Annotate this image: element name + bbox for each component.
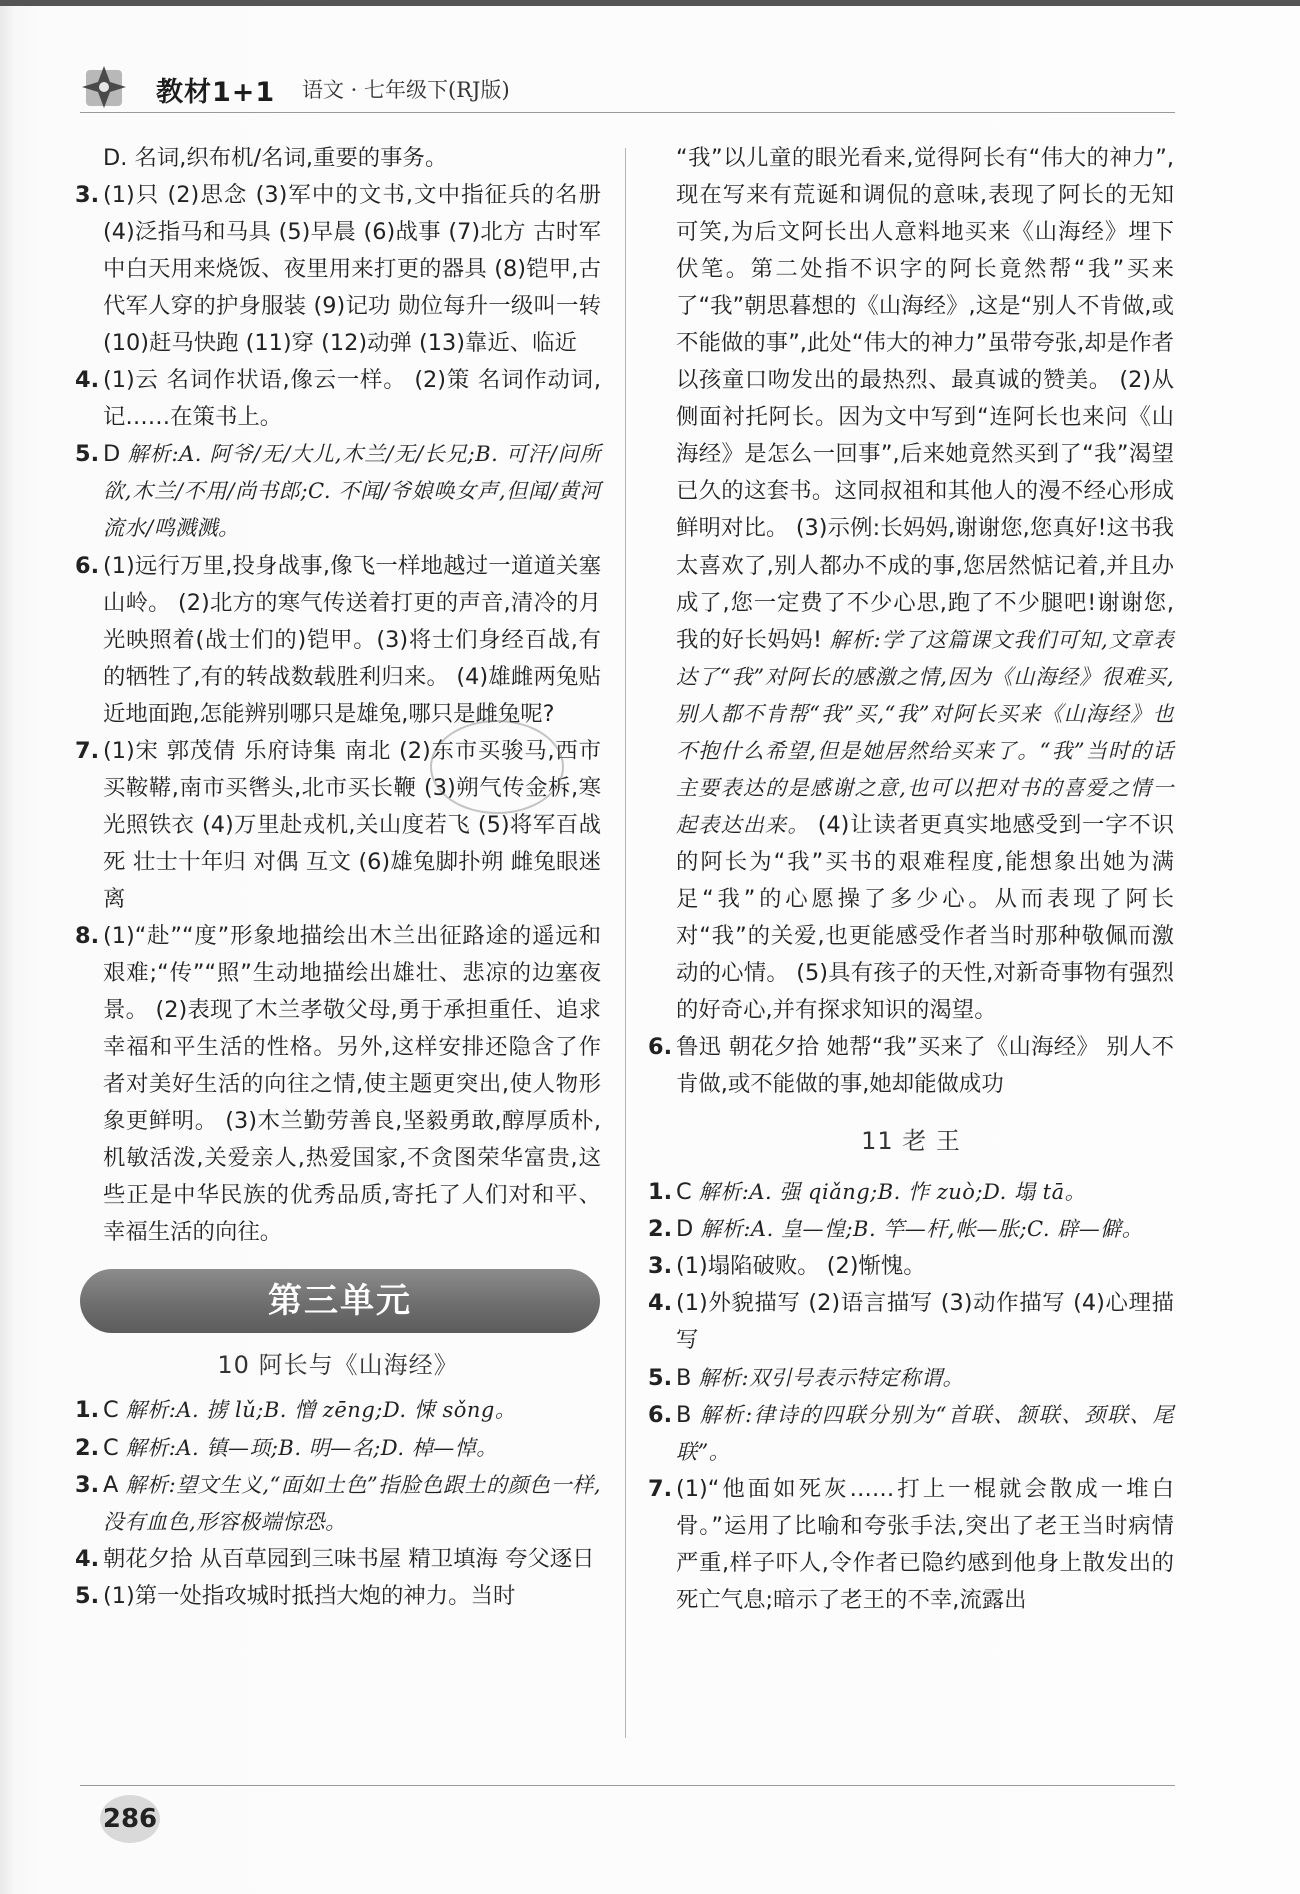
page-number: 286	[100, 1795, 160, 1843]
answer-item	[75, 1541, 601, 1578]
brand-title: 教材1+1	[156, 77, 276, 108]
answer-text: (1)云 名词作状语,像云一样。 (2)策 名词作动词,记……在策书上。	[103, 367, 601, 431]
answer-item	[75, 362, 601, 436]
answer-item	[648, 1211, 1174, 1248]
answer-item	[75, 1430, 601, 1467]
answer-choice: C	[676, 1179, 699, 1206]
explanation-text: 解析:A. 皇—惶;B. 竿—杆,帐—胀;C. 辟—僻。	[700, 1217, 1144, 1242]
item-number: 6.	[648, 1034, 673, 1061]
explanation-text: 解析:A. 镇—顼;B. 明—名;D. 棹—悼。	[125, 1435, 498, 1460]
explanation-text: 解析:A. 阿爷/无/大儿,木兰/无/长兄;B. 可汗/问所欲,木兰/不用/尚书郎;C. 不闻/爷娘唤女声,但闻/黄河流水/鸣溅溅。	[103, 442, 602, 541]
item-number: 5.	[648, 1364, 673, 1391]
answer-item	[75, 918, 601, 1251]
answer-text: “我”以儿童的眼光看来,觉得阿长有“伟大的神力”,现在写来有荒诞和调侃的意味,表现了阿长的无知可笑,为后文阿长出人意料地买来《山海经》埋下伏笔。第二处指不识字的阿长竟然帮“我”买来了“我”朝思暮想的《山海经》,这是“别人不肯做,或不能做的事”,此处“伟大的神力”虽带夸张,却是作者以孩童口吻发出的最热烈、最真诚的赞美。 (2)从侧面衬托阿长。因为文中写到“连阿长也来问《山海经》是怎么一回事”,后来她竟然买到了“我”渴望已久的这套书。这同叔祖和其他人的漫不经心形成鲜明对比。 (3)示例:长妈妈,谢谢您,您真好!这书我太喜欢了,别人都办不成的事,您居然惦记着,并且办成了,您一定费了不少心思,跑了不少腿吧!谢谢您,我的好长妈妈!	[676, 145, 1174, 653]
answer-text: (1)只 (2)思念 (3)军中的文书,文中指征兵的名册 (4)泛指马和马具 (5)早晨 (6)战事 (7)北方 古时军中白天用来烧饭、夜里用来打更的器具 (8)铠甲,古代军人穿的护身服装 (9)记功 勋位每升一级叫一转 (10)赶马快跑 (11)穿 (12)动弹 (13)靠近、临近	[103, 182, 601, 357]
answer-item	[75, 1578, 601, 1615]
answer-choice: C	[103, 1434, 126, 1461]
answer-text: (1)“赴”“度”形象地描绘出木兰出征路途的遥远和艰难;“传”“照”生动地描绘出雄壮、悲凉的边塞夜景。 (2)表现了木兰孝敬父母,勇于承担重任、追求幸福和平生活的性格。另外,这样安排还隐含了作者对美好生活的向往之情,使主题更突出,使人物形象更鲜明。 (3)木兰勤劳善良,坚毅勇敢,醇厚质朴,机敏活泼,关爱亲人,热爱国家,不贪图荣华富贵,这些正是中华民族的优秀品质,寄托了人们对和平、幸福生活的向往。	[103, 922, 601, 1246]
left-column	[75, 140, 601, 1615]
answer-item	[75, 436, 601, 547]
brand-logo-icon	[80, 64, 128, 110]
right-column	[648, 140, 1174, 1619]
item-number: 8.	[75, 922, 100, 949]
item-number: 5.	[75, 1582, 100, 1609]
item-number: 1.	[75, 1397, 100, 1424]
book-subject: 语文 · 七年级下(RJ版)	[302, 78, 510, 102]
explanation-text: 解析:望文生义,“面如土色”指脸色跟土的颜色一样,没有血色,形容极端惊恐。	[103, 1472, 601, 1534]
item-number: 2.	[648, 1216, 673, 1243]
item-number: 4.	[75, 1545, 100, 1572]
answer-choice: D	[103, 441, 128, 468]
answer-text: (1)第一处指攻城时抵挡大炮的神力。当时	[103, 1582, 516, 1609]
item-number: 6.	[648, 1401, 673, 1428]
page-header	[80, 62, 1180, 112]
unit-banner: 第三单元	[80, 1269, 600, 1333]
answer-text: (1)“他面如死灰……打上一棍就会散成一堆白骨。”运用了比喻和夸张手法,突出了老王当时病情严重,样子吓人,令作者已隐约感到他身上散发出的死亡气息;暗示了老王的不幸,流露出	[676, 1475, 1174, 1613]
item-number: 4.	[648, 1290, 673, 1317]
answer-item	[648, 1285, 1174, 1359]
answer-item	[75, 177, 601, 362]
answer-item	[75, 1467, 601, 1541]
top-edge	[0, 0, 1300, 6]
answer-continuation	[648, 140, 1174, 1029]
header-divider	[80, 112, 1175, 113]
answer-item	[648, 1360, 1174, 1397]
lesson-title: 10 阿长与《山海经》	[217, 1351, 459, 1380]
item-number: 7.	[75, 737, 100, 764]
item-number: 1.	[648, 1179, 673, 1206]
answer-item	[648, 1471, 1174, 1619]
answer-text: (1)外貌描写 (2)语言描写 (3)动作描写 (4)心理描写	[676, 1290, 1174, 1354]
answer-item	[75, 548, 601, 733]
item-number: 3.	[648, 1253, 673, 1280]
item-number: 5.	[75, 441, 100, 468]
answer-choice: B	[676, 1401, 700, 1428]
item-number: 4.	[75, 367, 100, 394]
answer-text: (1)宋 郭茂倩 乐府诗集 南北 (2)东市买骏马,西市买鞍鞯,南市买辔头,北市买长鞭 (3)朔气传金柝,寒光照铁衣 (4)万里赴戎机,关山度若飞 (5)将军百战死 壮士十年归 对偶 互文 (6)雄兔脚扑朔 雌兔眼迷离	[103, 737, 601, 912]
footer-divider	[80, 1785, 1175, 1786]
explanation-text: 解析:双引号表示特定称谓。	[698, 1365, 965, 1390]
answer-choice: B	[676, 1364, 699, 1391]
explanation-text: 解析:律诗的四联分别为“首联、颔联、颈联、尾联”。	[676, 1402, 1175, 1464]
answer-text: (1)塌陷破败。 (2)惭愧。	[676, 1253, 926, 1280]
explanation-text: 解析:A. 强 qiǎng;B. 怍 zuò;D. 塌 tā。	[698, 1180, 1087, 1205]
answer-choice: C	[103, 1397, 126, 1424]
answer-line: D. 名词,织布机/名词,重要的事务。	[103, 145, 448, 171]
item-number: 2.	[75, 1434, 100, 1461]
answer-text: (1)远行万里,投身战事,像飞一样地越过一道道关塞山岭。 (2)北方的寒气传送着打更的声音,清冷的月光映照着(战士们的)铠甲。(3)将士们身经百战,有的牺牲了,有的转战数载胜利归来。 (4)雄雌两兔贴近地面跑,怎能辨别哪只是雄兔,哪只是雌兔呢?	[103, 552, 601, 727]
column-divider	[625, 148, 626, 1738]
answer-item	[648, 1174, 1174, 1211]
item-number: 7.	[648, 1475, 673, 1502]
answer-text: 朝花夕拾 从百草园到三味书屋 精卫填海 夸父逐日	[103, 1545, 595, 1572]
answer-text: (4)让读者更真实地感受到一字不识的阿长为“我”买书的艰难程度,能想象出她为满足“我”的心愿操了多少心。从而表现了阿长对“我”的关爱,也更能感受作者当时那种敬佩而激动的心情。 (5)具有孩子的天性,对新奇事物有强烈的好奇心,并有探求知识的渴望。	[676, 811, 1175, 1024]
answer-item	[75, 1392, 601, 1429]
item-number: 3.	[75, 182, 100, 209]
answer-item	[648, 1029, 1174, 1103]
explanation-text: 解析:学了这篇课文我们可知,文章表达了“我”对阿长的感激之情,因为《山海经》很难买,别人都不肯帮“我”买,“我”对阿长买来《山海经》也不抱什么希望,但是她居然给买来了。“我”当时的话主要表达的是感谢之意,也可以把对书的喜爱之情一起表达出来。	[676, 627, 1175, 837]
watermark-stamp	[430, 720, 564, 814]
answer-choice: D	[676, 1216, 701, 1243]
answer-item	[648, 1397, 1174, 1471]
lesson-title: 11 老 王	[861, 1127, 961, 1156]
item-number: 3.	[75, 1471, 100, 1498]
answer-choice: A	[103, 1471, 126, 1498]
explanation-text: 解析:A. 掳 lǔ;B. 憎 zēng;D. 悚 sǒng。	[125, 1398, 517, 1423]
answer-text: 鲁迅 朝花夕拾 她帮“我”买来了《山海经》 别人不肯做,或不能做的事,她却能做成功	[676, 1034, 1174, 1098]
item-number: 6.	[75, 552, 100, 579]
answer-item	[648, 1248, 1174, 1285]
